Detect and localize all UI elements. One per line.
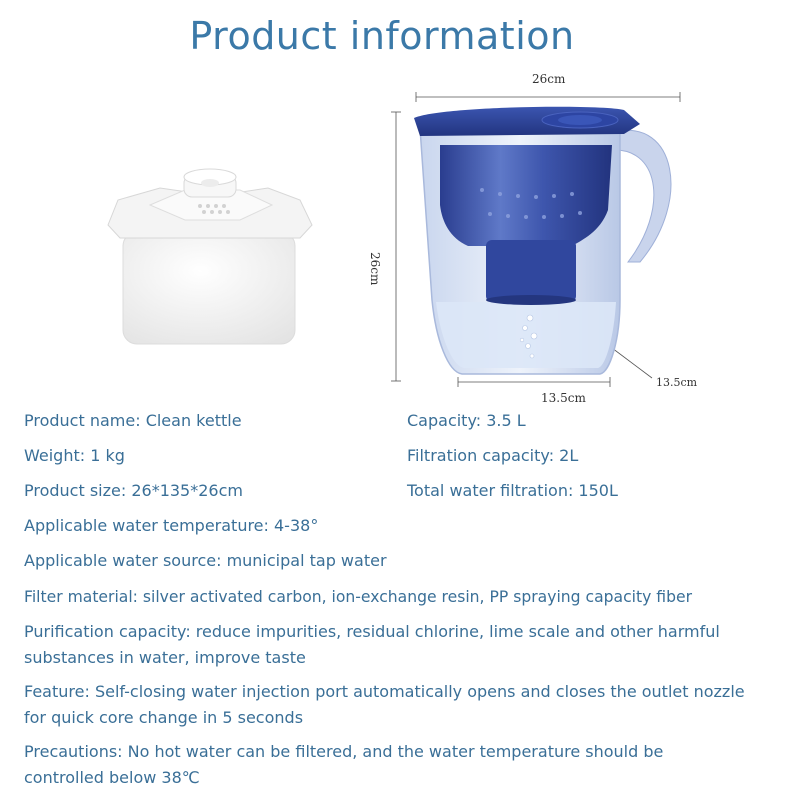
dimension-height-label: 26cm bbox=[368, 252, 382, 286]
spec-weight: Weight: 1 kg bbox=[24, 446, 125, 465]
water-pitcher-image bbox=[414, 107, 671, 374]
spec-precautions: Precautions: No hot water can be filtered, and the water temperature should be controlled below 38℃ bbox=[24, 742, 664, 787]
dimension-base-label: 13.5cm bbox=[541, 391, 586, 405]
spec-filter-material: Filter material: silver activated carbon, ion-exchange resin, PP spraying capacity fiber bbox=[24, 588, 693, 606]
spec-total-filtration: Total water filtration: 150L bbox=[407, 481, 618, 500]
spec-product-size: Product size: 26*135*26cm bbox=[24, 481, 243, 500]
dimension-depth-label: 13.5cm bbox=[656, 376, 698, 389]
dimension-width-label: 26cm bbox=[532, 72, 566, 86]
spec-filtration-capacity: Filtration capacity: 2L bbox=[407, 446, 579, 465]
spec-water-source: Applicable water source: municipal tap water bbox=[24, 551, 387, 570]
spec-purification: Purification capacity: reduce impurities, residual chlorine, lime scale and other harmful substances in water, improve taste bbox=[24, 622, 720, 667]
spec-feature: Feature: Self-closing water injection port automatically opens and closes the outlet nozzle for quick core change in 5 seconds bbox=[24, 682, 745, 727]
spec-product-name: Product name: Clean kettle bbox=[24, 411, 242, 430]
filter-cartridge-image bbox=[108, 169, 312, 344]
spec-capacity: Capacity: 3.5 L bbox=[407, 411, 526, 430]
page-title: Product information bbox=[189, 14, 575, 58]
spec-water-temperature: Applicable water temperature: 4-38° bbox=[24, 516, 319, 535]
